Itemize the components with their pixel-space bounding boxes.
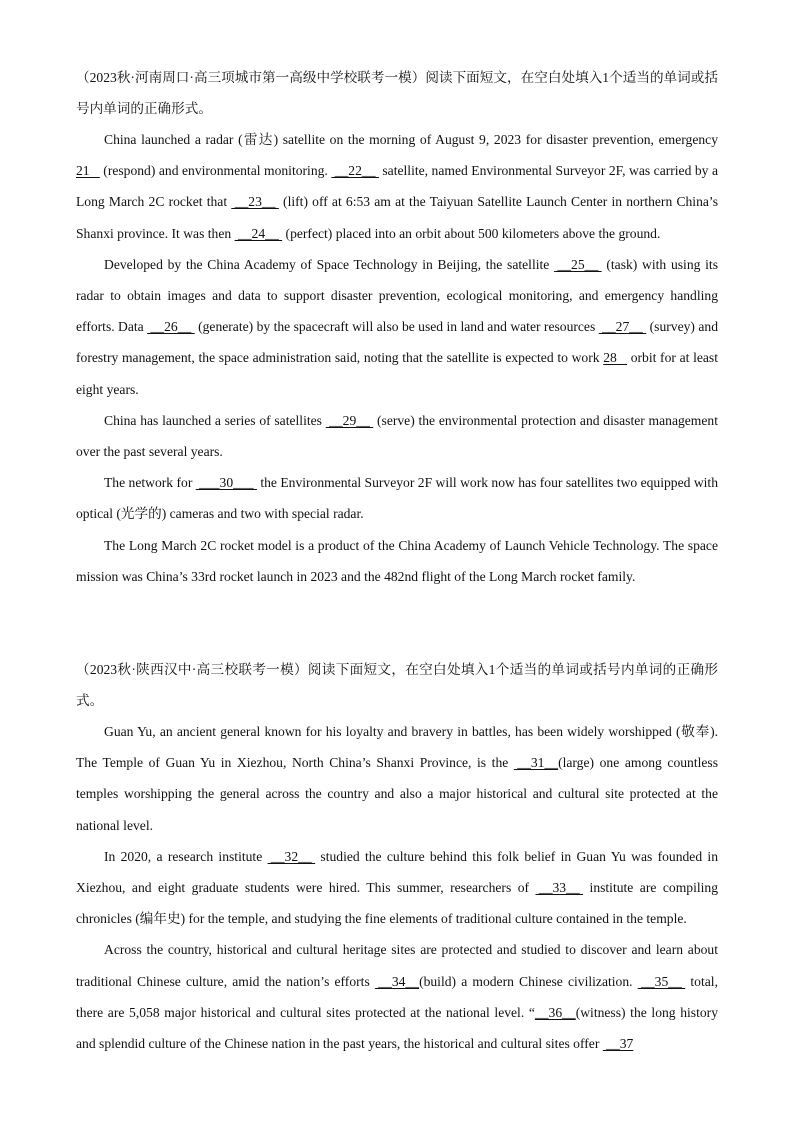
passage-text: In 2020, a research institute: [104, 848, 268, 864]
passage-text: (witness) the long history and splendid culture of the Chinese nation in the past years, the historical and cultural sites offer: [76, 1004, 718, 1052]
section-2-passage: [76, 716, 718, 1059]
answer-blank[interactable]: __31__: [513, 755, 559, 771]
passage-text: Developed by the China Academy of Space Technology in Beijing, the satellite: [104, 256, 555, 272]
answer-blank[interactable]: ___30___: [195, 475, 257, 491]
passage-text: (respond) and environmental monitoring.: [99, 163, 332, 179]
answer-blank[interactable]: __26__: [147, 319, 195, 335]
answer-blank[interactable]: 28: [603, 350, 628, 366]
passage-text: Guan Yu, an ancient general known for his loyalty and bravery in battles, has been widely worshipped (敬奉). The Temple of Guan Yu in Xiezhou, North China’s Shanxi Province, is the: [76, 724, 718, 771]
answer-blank[interactable]: __35__: [637, 973, 686, 989]
passage-text: (lift) off at 6:53 am at the Taiyuan Satellite Launch Center in northern China’s Shanxi province. It was then: [76, 194, 718, 241]
answer-blank[interactable]: __29__: [325, 412, 374, 428]
paragraph: [76, 249, 718, 405]
passage-text: China launched a radar (雷达) satellite on the morning of August 9, 2023 for disaster prevention, emergency: [104, 132, 718, 147]
paragraph: [76, 405, 718, 467]
passage-text: (task) with using its radar to obtain images and data to support disaster prevention, ecological monitoring, and emergency handling efforts. Data: [76, 256, 718, 335]
answer-blank[interactable]: __34__: [374, 973, 420, 989]
section-2-heading: （2023秋·陕西汉中·高三校联考一模）阅读下面短文，在空白处填入1个适当的单词或括号内单词的正确形式。: [76, 662, 718, 708]
passage-text: (large) one among countless temples worshipping the general across the country and also a major historical and cultural site protected at the national level.: [76, 755, 719, 833]
passage-text: (serve) the environmental protection and disaster management over the past several years.: [76, 412, 718, 460]
answer-blank[interactable]: __23__: [231, 194, 279, 210]
answer-blank[interactable]: __33__: [535, 880, 584, 896]
answer-blank[interactable]: __37: [602, 1036, 634, 1052]
passage-text: satellite, named Environmental Surveyor 2F, was carried by a Long March 2C rocket that: [76, 163, 719, 210]
answer-blank[interactable]: __36__: [534, 1004, 576, 1020]
passage-text: (survey) and forestry management, the space administration said, noting that the satellite is expected to work: [76, 319, 718, 366]
paragraph: [76, 716, 718, 841]
answer-blank[interactable]: 21: [76, 163, 100, 179]
passage-text: total, there are 5,058 major historical and cultural sites protected at the national level. “: [76, 973, 718, 1020]
passage-text: the Environmental Surveyor 2F will work now has four satellites two equipped with optical (光学的) cameras and two with special radar.: [76, 475, 718, 522]
passage-text: The network for: [104, 475, 196, 491]
answer-blank[interactable]: __27__: [598, 319, 647, 335]
answer-blank[interactable]: __25__: [554, 256, 602, 272]
answer-blank[interactable]: __22__: [331, 163, 379, 179]
answer-blank[interactable]: __32__: [267, 848, 316, 864]
passage-text: studied the culture behind this folk belief in Guan Yu was founded in Xiezhou, and eight graduate students were hired. This summer, researchers of: [76, 848, 719, 896]
section-1-passage: [76, 124, 718, 592]
passage-text: (build) a modern Chinese civilization.: [419, 973, 638, 989]
passage-text: (generate) by the spacecraft will also be used in land and water resources: [194, 319, 599, 335]
passage-text: institute are compiling chronicles (编年史) for the temple, and studying the fine elements of traditional culture contained in the temple.: [76, 880, 718, 927]
passage-text: (perfect) placed into an orbit about 500 kilometers above the ground.: [282, 225, 661, 241]
paragraph: [76, 530, 718, 592]
answer-blank[interactable]: __24__: [234, 225, 283, 241]
section-1: [76, 62, 718, 592]
paragraph: [76, 124, 718, 249]
paragraph: [76, 934, 718, 1059]
section-1-heading: （2023秋·河南周口·高三项城市第一高级中学校联考一模）阅读下面短文，在空白处填入1个适当的单词或括号内单词的正确形式。: [76, 70, 718, 116]
passage-text: China has launched a series of satellites: [104, 412, 326, 428]
paragraph: [76, 467, 718, 529]
passage-text: orbit for at least eight years.: [76, 350, 718, 397]
paragraph: [76, 841, 718, 935]
section-2: [76, 654, 718, 1059]
passage-text: The Long March 2C rocket model is a product of the China Academy of Launch Vehicle Technology. The space mission was China’s 33rd rocket launch in 2023 and the 482nd flight of the Long March rocket family.: [76, 537, 718, 584]
passage-text: Across the country, historical and cultural heritage sites are protected and studied to discover and learn about traditional Chinese culture, amid the nation’s efforts: [76, 942, 718, 989]
